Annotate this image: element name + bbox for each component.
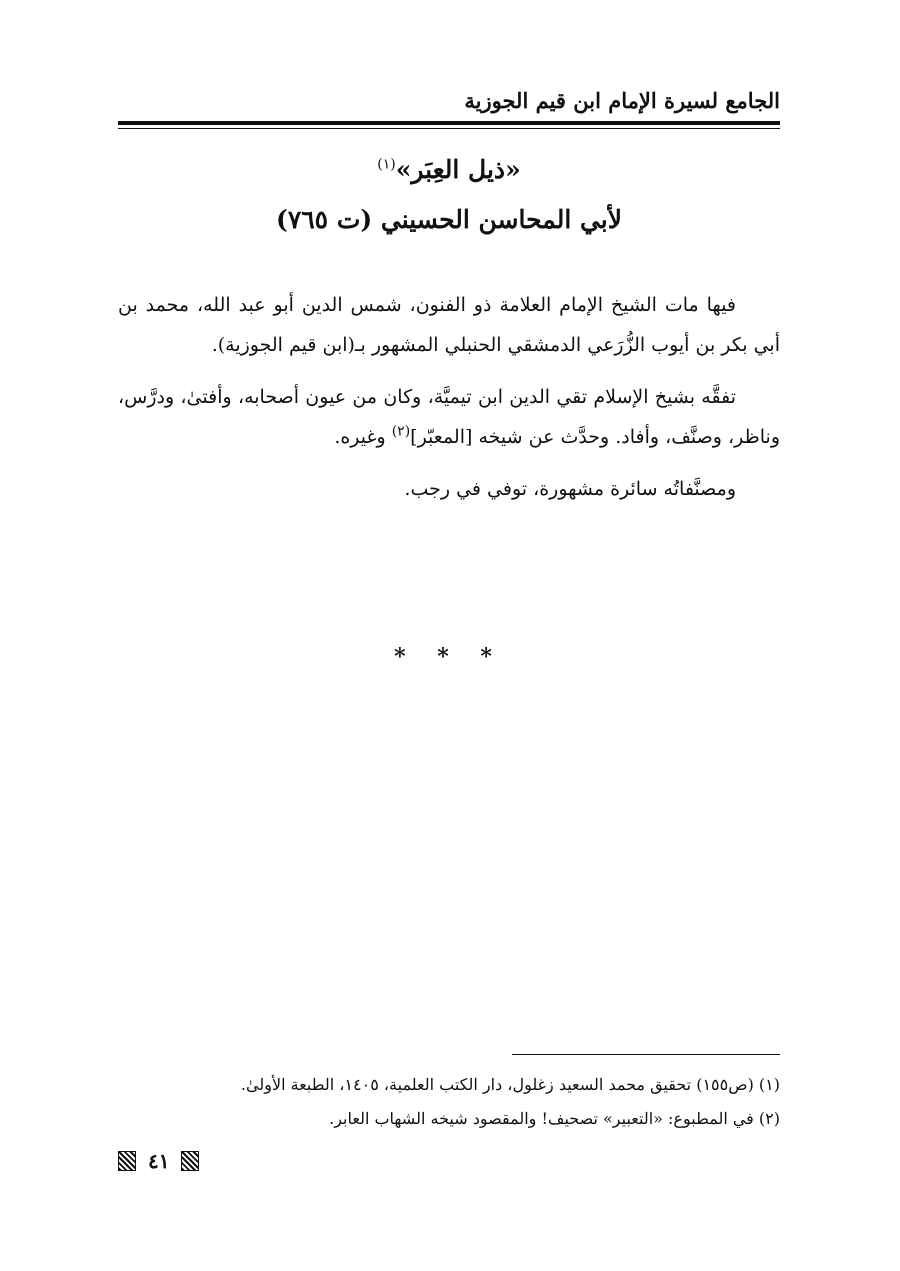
page-number-block bbox=[118, 1148, 199, 1174]
paragraph-2 bbox=[118, 377, 780, 457]
ornament-icon-left bbox=[118, 1151, 136, 1171]
footnote-2: (٢) في المطبوع: «التعبير» تصحيف! والمقصود شيخه الشهاب العابر. bbox=[329, 1109, 780, 1128]
paragraph-3: ومصنَّفاتُه سائرة مشهورة، توفي في رجب. bbox=[404, 478, 736, 500]
footnote-marker-1[interactable]: (١) bbox=[377, 156, 396, 173]
footnotes bbox=[118, 1068, 780, 1136]
footnote-marker-2[interactable]: (٢) bbox=[391, 423, 411, 440]
paragraph-2-tail: وغيره. bbox=[334, 426, 386, 448]
asterism-separator: * * * bbox=[394, 644, 504, 670]
header-rule bbox=[118, 121, 780, 125]
header-rule-thin bbox=[118, 128, 780, 129]
section-title bbox=[118, 150, 780, 190]
ornament-icon-right bbox=[181, 1151, 199, 1171]
paragraph-2-text: تفقَّه بشيخ الإسلام تقي الدين ابن تيميَّة، وكان من عيون أصحابه، وأفتىٰ، ودرَّس، وناظر، وصنَّف، وأفاد. وحدَّث عن شيخه [المعبّر] bbox=[118, 386, 780, 448]
footnote-rule bbox=[512, 1054, 780, 1055]
body-text bbox=[118, 285, 780, 521]
running-header: الجامع لسيرة الإمام ابن قيم الجوزية bbox=[464, 88, 780, 113]
footnote-1: (١) (ص١٥٥) تحقيق محمد السعيد زغلول، دار الكتب العلمية، ١٤٠٥، الطبعة الأولىٰ. bbox=[240, 1075, 780, 1094]
page-number: ٤١ bbox=[148, 1149, 170, 1173]
section-title-text: «ذيل العِبَر» bbox=[395, 155, 521, 184]
paragraph-1: فيها مات الشيخ الإمام العلامة ذو الفنون، شمس الدين أبو عبد الله، محمد بن أبي بكر بن أيوب الزُّرَعي الدمشقي الحنبلي المشهور بـ(ابن قيم الجوزية). bbox=[118, 294, 780, 356]
section-subtitle: لأبي المحاسن الحسيني (ت ٧٦٥) bbox=[275, 205, 623, 234]
